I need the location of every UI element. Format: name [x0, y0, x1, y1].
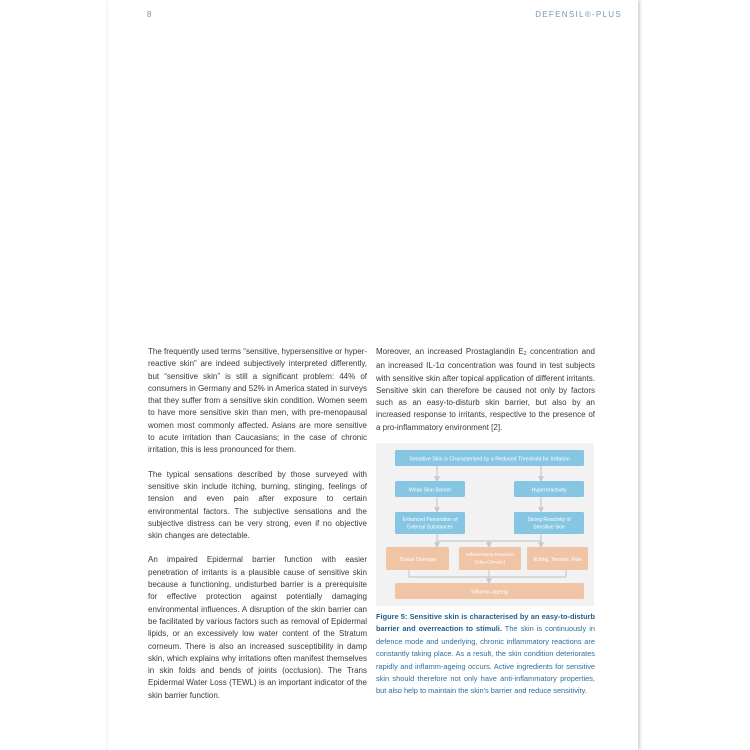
running-title: DEFENSIL®-PLUS	[535, 10, 622, 19]
reactivity-label-line2: Sensitive Skin	[533, 524, 565, 531]
paragraph: Moreover, an increased Prostaglandin $E_2$ concentration and an increased IL-1α concentration was found in test subjects with sensitive skin after topical application of different irritants. Sensitive skin can therefore be caused not only by factors such as an easy-to-disturb skin barrier, but also by an increased response to irritants, respective to the presence of a pro-inflammatory environment [2].	[376, 347, 596, 432]
reactivity-label-line1: Strong Reactivity of	[527, 517, 571, 523]
itching-label: Itching, Tension, Pain	[533, 557, 582, 563]
left-text-column	[148, 346, 367, 714]
hyperreactivity-label: Hyperreactivity	[531, 487, 567, 494]
top-box-label: Sensitive Skin is Characterised by a Reduced Threshold for Irritation	[409, 456, 570, 463]
paragraph: The typical sensations described by those surveyed with sensitive skin include itching, burning, stinging, feelings of tension and even pain after exposure to certain environmental factors. The subjective sensations and the subjective distress can be very strong, even if no objective skin changes are detectable.	[148, 469, 367, 541]
right-text-column	[376, 346, 595, 446]
inflammatory-label-line1: Inflammatory Reaction	[466, 553, 514, 558]
penetration-label-line2: External Substances	[407, 524, 453, 531]
weak-barrier-label: Weak Skin Barrier	[408, 487, 452, 494]
caption-text: The skin is continuously in defence mode and underlying, chronic inflammatory reactions are constantly taking place. As a result, the skin condition deteriorates rapidly and inflamm-ageing occurs. Active ingredients for sensitive skin should therefore not only have anti-inflammatory properties, but also help to maintain the skin's barrier and reduce sensitivity.	[376, 624, 595, 696]
tissue-damage-label: Tissue Damage	[399, 557, 436, 563]
paragraph: An impaired Epidermal barrier function with easier penetration of irritants is a plausible cause of sensitive skin because a functioning, undisturbed barrier is a prerequisite for effective protection against potentially damaging environmental influences. A disruption of the skin barrier can be facilitated by various factors such as removal of Epidermal lipids, or an excessively low water content of the Stratum corneum. There is also an increased susceptibility in damp skin, which explains why irritations often manifest themselves in skin folds and bends of joints (occlusion). The Trans Epidermal Water Loss (TEWL) is an important indicator of the skin barrier function.	[148, 555, 367, 700]
inflammatory-label-line2: (Also Chronic)	[474, 560, 506, 566]
penetration-label-line1: Enhanced Penetration of	[402, 517, 458, 523]
paragraph: The frequently used terms “sensitive, hypersensitive or hyper-reactive skin” are indeed subjectively interpreted differently, but “sensitive skin” is still a significant problem: 44% of consumers in Germany and 52% in America stated in surveys that they suffer from a sensitive skin condition. Women seem to have more sensitive skin than men, with pre-menopausal women most commonly affected. Asians are more sensitive to acute irritation than Caucasians; in the case of chronic irritation, this is less pronounced for them.	[148, 347, 367, 455]
caption-title: Figure 5: Sensitive skin is characterised by an easy-to-disturb barrier and overreaction to stimuli.	[376, 612, 595, 634]
reactivity-box	[514, 512, 584, 534]
document-page	[108, 0, 638, 750]
flow-diagram	[376, 443, 594, 606]
page-number: 8	[147, 10, 152, 19]
figure-diagram	[376, 443, 594, 606]
figure-caption	[376, 611, 595, 698]
inflamm-ageing-label: Inflamm-ageing	[471, 589, 508, 596]
inflammatory-reaction-box	[459, 547, 521, 570]
penetration-box	[395, 512, 465, 534]
